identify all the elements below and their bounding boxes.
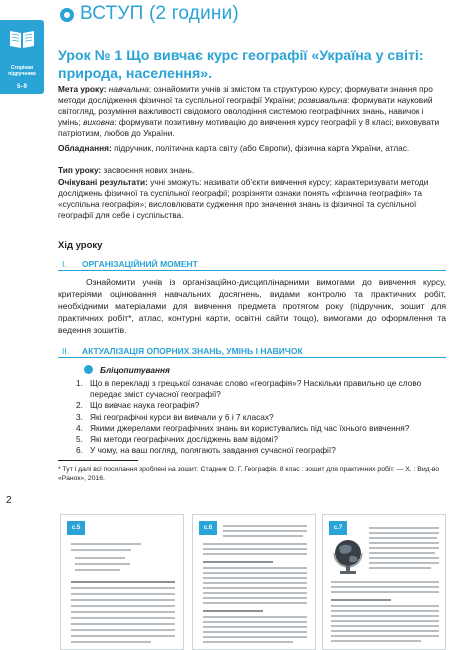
footnote-rule [58,460,138,461]
question-text: Якими джерелами географічних знань ви користувались під час їхнього вивчення? [90,422,410,433]
page-number: 2 [6,495,12,506]
textbook-page-thumbnail [322,514,446,650]
question-text: У чому, на ваш погляд, полягають завдання сучасної географії? [90,445,336,456]
book-icon [9,28,35,50]
stage-1-header [58,258,446,271]
stage-2-number: II. [62,346,70,356]
blitz-questions [76,378,446,456]
lesson-title: Урок № 1 Що вивчає курс географії «Україна у світі: природа, населення». [58,48,424,82]
goals-label: Мета уроку: [58,84,107,94]
stage-2-divider [58,357,446,358]
section-bullet-icon [60,8,74,22]
textbook-pages-tab [0,20,44,94]
blitz-title: Бліцопитування [100,365,170,375]
sidebar-pages: 5–9 [16,84,27,90]
question-text: Які географічні курси ви вивчали у 6 і 7 класах? [90,411,274,422]
question-text: Що вивчає наука географія? [90,400,200,411]
sidebar-label-line1: Сторінки [10,65,34,71]
question-number: 4. [76,422,83,433]
question-number: 5. [76,434,83,445]
question-text: Що в перекладі з грецької означає слово «географія»? Наскільки правильно це слово передає зміст сучасної географії? [90,378,422,400]
stage-1-number: I. [62,259,67,269]
stage-1-title: ОРГАНІЗАЦІЙНИЙ МОМЕНТ [82,259,198,269]
lesson-goals [58,84,446,139]
type-text: засвоєння нових знань. [103,165,195,175]
footnote: * Тут і далі всі посилання зроблені на зошит: Стадник О. Г. Географія. 8 клас : зошит для практичних робіт. — Х. : Вид-во «Ранок», 2016. [58,466,440,482]
goals-kind-developmental: розвивальна [298,95,348,105]
lesson-type [58,165,446,176]
type-label: Тип уроку: [58,165,102,175]
goals-text-upbringing: : формувати позитивну мотивацію до вивчення курсу географії у 8 класі; виховувати патріотизм, любов до України. [58,117,440,138]
stage-2-header [58,345,446,358]
goals-text-developmental: : формувати науковий світогляд, розуміння важливості свідомого оволодіння системою географічних знань, навичок і умінь; [58,95,433,127]
blitz-bullet-icon [84,365,93,374]
question-item [76,400,446,411]
question-number: 3. [76,411,83,422]
question-text: Які методи географічних досліджень вам відомі? [90,434,279,445]
lesson-course-heading: Хід уроку [58,240,103,251]
results-label: Очікувані результати: [58,177,148,187]
question-item [76,445,446,456]
lesson-equipment [58,143,446,154]
results-text: учні зможуть: називати об’єкти вивчення курсу; характеризувати методи досліджень фізичної та суспільної географії; розрізняти ознаки понять «фізична географія» та «суспільна географія»; висловлювати судження про значення знань із фізичної та суспільної географії для себе і суспільства. [58,177,429,220]
textbook-page-thumbnail [192,514,316,650]
goals-kind-upbringing: виховна [83,117,115,127]
equipment-text: підручник, політична карта світу (або Європи), фізична карта України, атлас. [114,143,410,153]
stage-1-text: Ознайомити учнів із організаційно-дисциплінарними вимогами до вивчення курсу, критеріями оцінювання навчальних досягнень, видами контролю та практичних робіт, необхідними матеріалами для вивчення предмета протягом року (підручник, зошит для практичних робіт*, атлас, контурні карти, освітні сайти тощо), вимогами до оформлення та ведення зошитів. [58,277,446,335]
expected-results [58,177,446,221]
question-number: 1. [76,378,83,388]
question-item [76,412,446,423]
goals-text-educational: : ознайомити учнів зі змістом та структурою курсу; формувати знання про методи дослідження фізичної та суспільної географії України; [58,84,433,105]
goals-kind-educational: навчальна [108,84,149,94]
equipment-label: Обладнання: [58,143,112,153]
question-number: 6. [76,445,83,456]
sidebar-label-line2: підручника [8,71,36,77]
globe-icon [331,537,365,577]
sidebar-label [0,65,44,77]
section-title: ВСТУП (2 години) [80,3,239,24]
question-item [76,434,446,445]
question-item [76,378,446,400]
question-item [76,423,446,434]
textbook-page-thumbnail [60,514,184,650]
page-tag: с.6 [199,521,217,535]
question-number: 2. [76,400,83,411]
page-tag: с.5 [67,521,85,535]
page-tag: с.7 [329,521,347,535]
stage-2-title: АКТУАЛІЗАЦІЯ ОПОРНИХ ЗНАНЬ, УМІНЬ І НАВИЧОК [82,346,303,356]
stage-1-divider [58,270,446,271]
